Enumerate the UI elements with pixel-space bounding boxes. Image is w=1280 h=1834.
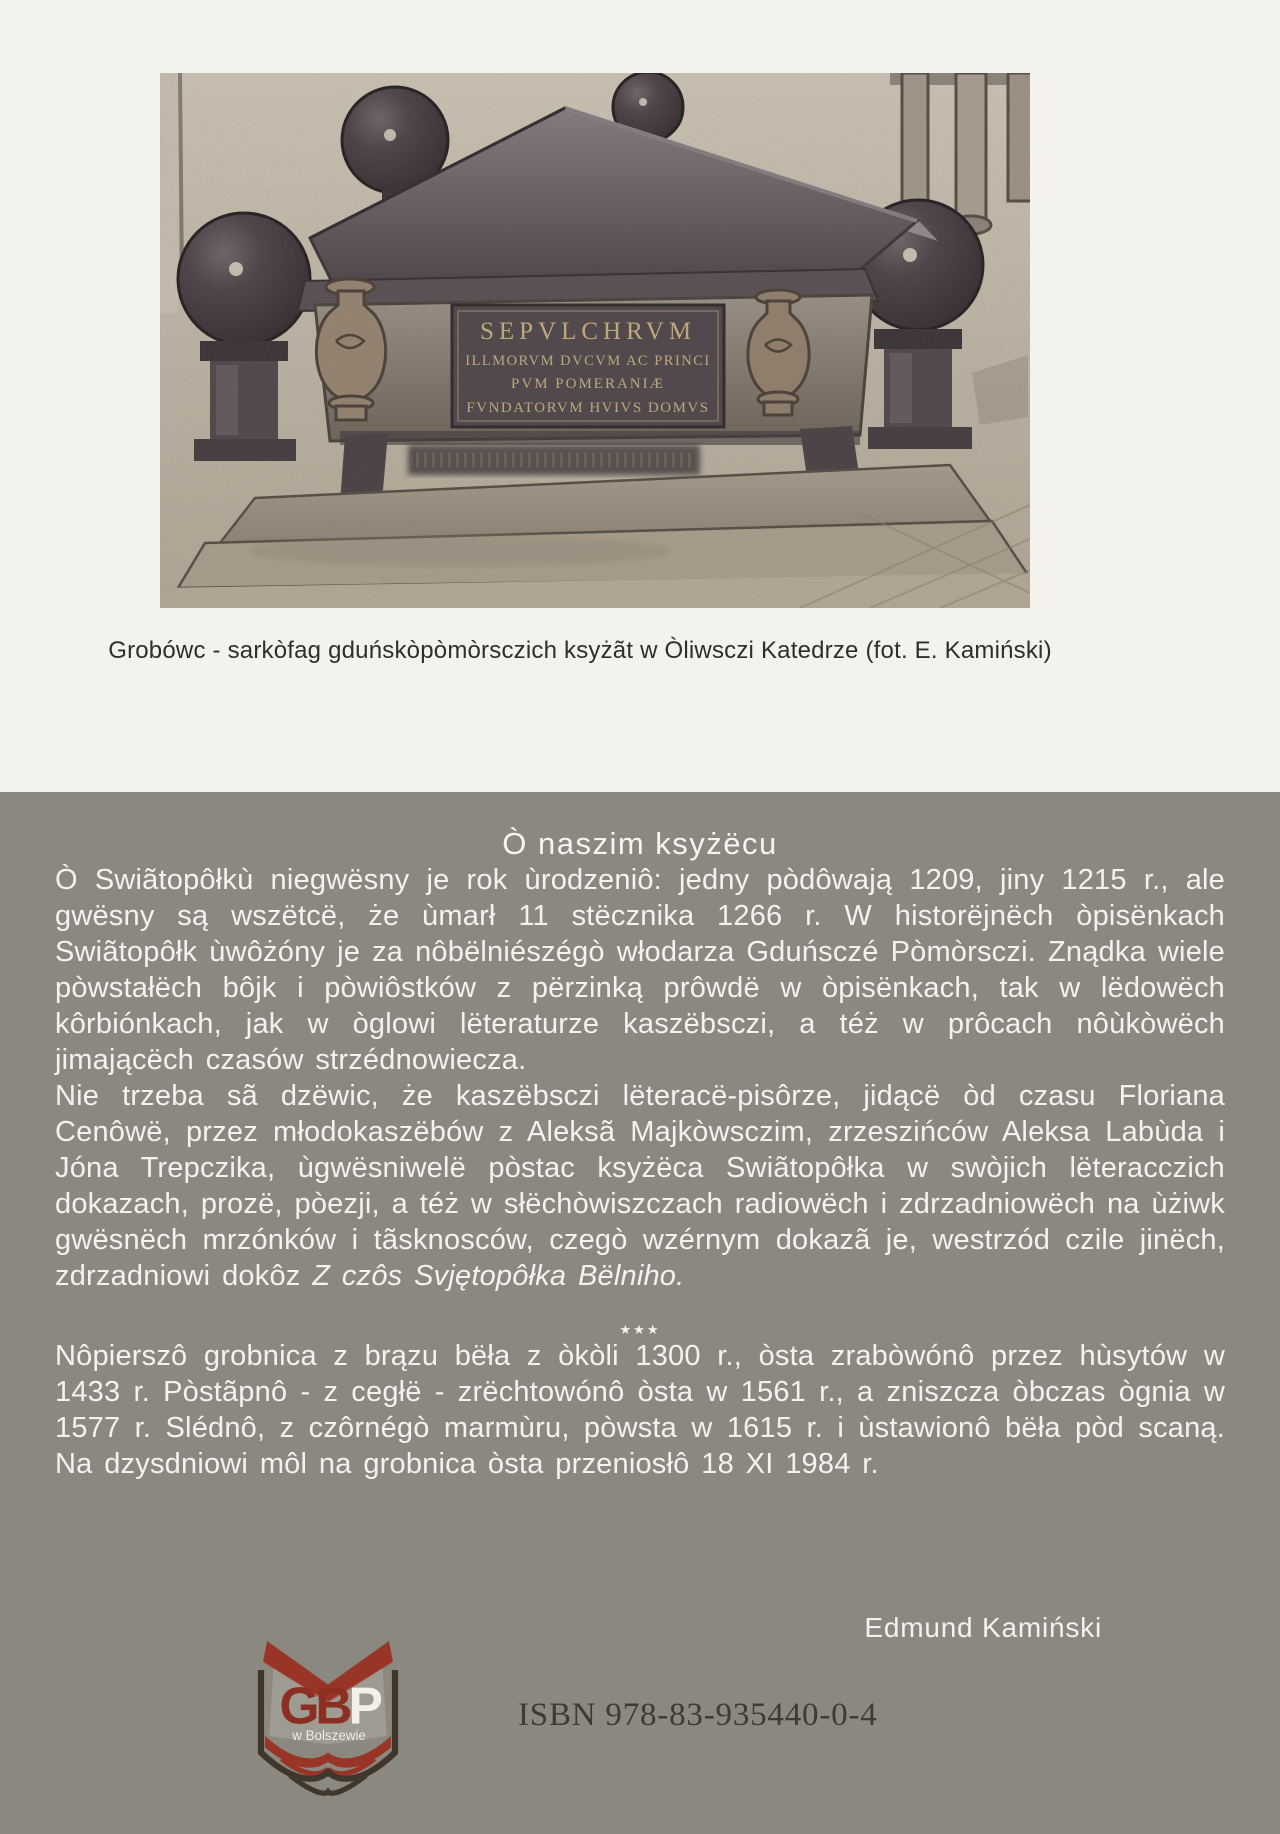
inscription-line-4: FVNDATORVM HVIVS DOMVS <box>466 400 710 416</box>
isbn-number: ISBN 978-83-935440-0-4 <box>518 1697 878 1733</box>
inscription-line-3: PVM POMERANIÆ <box>511 376 665 392</box>
gbp-library-logo <box>250 1637 406 1802</box>
logo-subtext: w Bolszewie <box>292 1728 366 1744</box>
paragraph-1: Ò Swiãtopôłkù niegwësny je rok ùrodzeniô: jedny pòdôwają 1209, jiny 1215 r., ale gwësny są wszëtcë, że ùmarł 11 stëcznika 1266 r. W historëjnëch òpisënkach Swiãtopôłk ùwôżóny je za nôbëlniészégò włodarza Gduńsczé Pòmòrsczi. Znądka wiele pòwstałëch bôjk i pòwiôstków z përzinką prôwdë w òpisënkach, tak w lëdowëch kôrbiónkach, jak w òglowi lëteraturze kaszëbsczi, a téż w prôcach nôùkòwëch jimającëch czasów strzédnowiecza. <box>55 864 1225 1076</box>
logo-letters: GBP <box>279 1676 379 1735</box>
section-separator-stars: ★★★ <box>619 1322 661 1337</box>
image-caption: Grobówc - sarkòfag gduńskòpòmòrsczich ksyżãt w Òliwsczi Katedrze (fot. E. Kamiński) <box>108 637 1052 664</box>
inscription-line-1: SEPVLCHRVM <box>479 318 697 345</box>
panel-heading: Ò naszim ksyżëcu <box>502 826 778 861</box>
paragraph-2 <box>55 1078 1225 1294</box>
description-panel <box>0 792 1280 1834</box>
paragraph-2-book-title: Z czôs Svjętopôłka Bëlniho. <box>312 1260 685 1292</box>
author-name: Edmund Kamiński <box>864 1612 1102 1643</box>
paragraph-3: Nôpierszô grobnica z brązu bëła z òkòli 1300 r., òsta zrabòwónô przez hùsytów w 1433 r. Pòstãpnô - z cegłë - zrëchtowónô òsta w 1561 r., a zniszcza òbczas ògnia w 1577 r. Slédnô, z czôrnégò marmùru, pòwsta w 1615 r. i ùstawionô bëła pòd scaną. Na dzysdniowi môl na grobnica òsta przeniosłô 18 XI 1984 r. <box>55 1340 1225 1480</box>
inscription-line-2: ILLMORVM DVCVM AC PRINCI <box>465 353 711 369</box>
paragraph-2-text: Nie trzeba sã dzëwic, że kaszëbsczi lëteracë-pisôrze, jidącë òd czasu Floriana Cenôwë, przez młodokaszëbów z Aleksã Majkòwsczim, zrzeszińców Aleksa Labùda i Jóna Trepczika, ùgwësniwelë pòstac ksyżëca Swiãtopôłka w swòjich lëteracczich dokazach, prozë, pòezji, a téż w słëchòwiszczach radiowëch i zdrzadniowëch na ùżiwk gwësnëch mrzónków i tãsknosców, czegò wzérnym dokazã je, westrzód czile jinëch, zdrzadniowi dokôz <box>55 1080 1225 1292</box>
sarcophagus-etching <box>160 73 1030 608</box>
